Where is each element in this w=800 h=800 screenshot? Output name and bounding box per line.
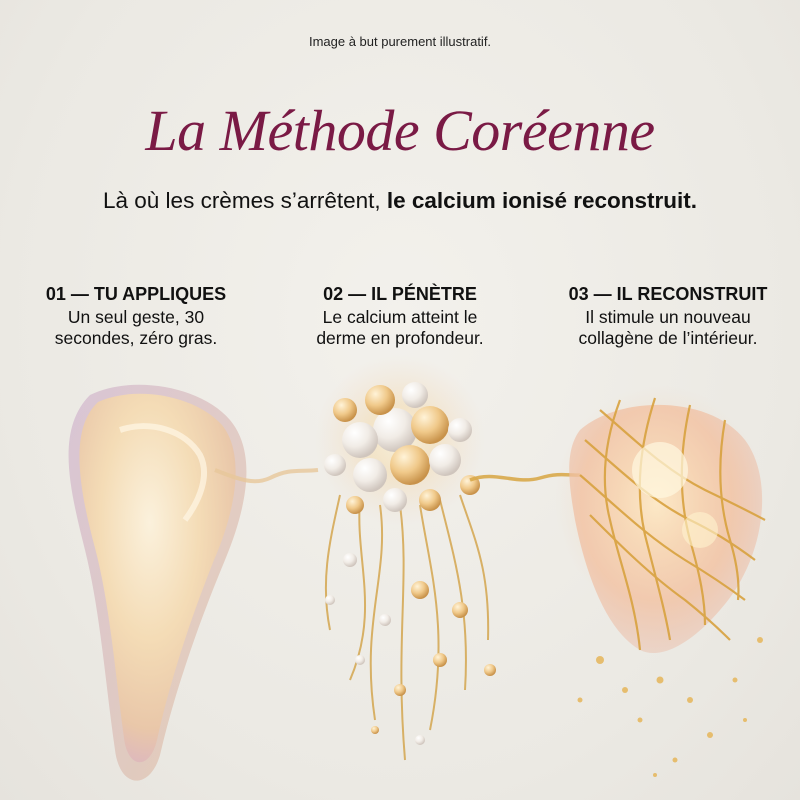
step-description-line: collagène de l’intérieur. xyxy=(578,328,758,348)
cream-swatch-illustration xyxy=(69,385,318,781)
step-title: 03 — IL RECONSTRUIT xyxy=(568,284,768,304)
step-description-line: Le calcium atteint le xyxy=(322,307,478,327)
page-title: La Méthode Coréenne xyxy=(145,98,655,163)
step-description-line: derme en profondeur. xyxy=(316,328,484,348)
disclaimer-text: Image à but purement illustratif. xyxy=(308,34,492,49)
subtitle-regular: Là où les crèmes s’arrêtent, xyxy=(103,188,387,213)
pearl-cluster-illustration xyxy=(315,355,580,760)
step-description-line: secondes, zéro gras. xyxy=(54,328,218,348)
step-description-line: Un seul geste, 30 xyxy=(67,307,205,327)
step-title: 01 — TU APPLIQUES xyxy=(45,284,227,304)
subtitle-bold: le calcium ionisé reconstruit. xyxy=(386,188,697,213)
collagen-mesh-illustration xyxy=(555,385,765,777)
step-description-line: Il stimule un nouveau xyxy=(585,307,751,327)
step-title: 02 — IL PÉNÈTRE xyxy=(323,284,477,304)
